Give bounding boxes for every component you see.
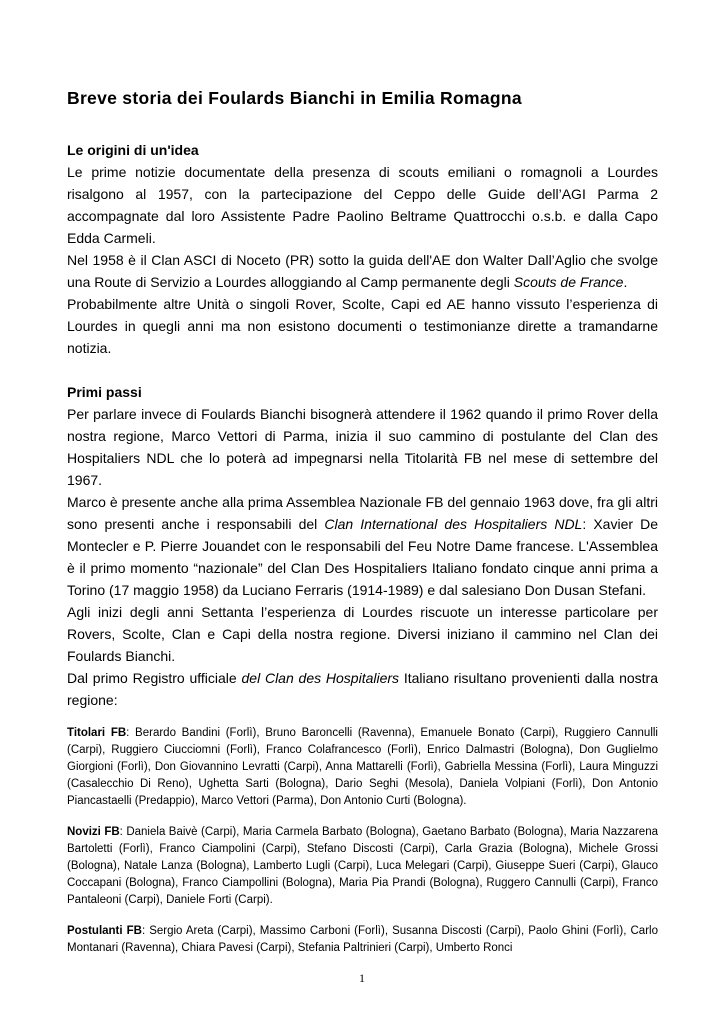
text-run: Per parlare invece di Foulards Bianchi bisognerà attendere il 1962 quando il primo Rover della nostra regione, Marco Vettori di Parma, inizia il suo cammino di postulante del Clan des Hospitaliers NDL che lo poterà ad impegnarsi nella Titolarità FB nel mese di settembre del 1967. <box>67 406 658 488</box>
bold-text-run: Titolari FB <box>67 727 127 739</box>
document-body <box>67 139 658 957</box>
bold-text-run: Postulanti FB <box>67 925 142 937</box>
text-run: : Xavier De Montecler e P. Pierre Jouandet con le responsabili del Feu Notre Dame francese. L'Assemblea è il primo momento “nazionale” del Clan Des Hospitaliers Italiano fondato cinque anni prima a Torino (17 maggio 1958) da Luciano Ferraris (1914-1989) e dal salesiano Don Dusan Stefani. <box>67 516 659 598</box>
italic-text-run: Clan International des Hospitaliers NDL <box>324 516 583 532</box>
paragraph <box>67 293 658 359</box>
name-list-paragraph <box>67 824 658 909</box>
paragraph <box>67 161 658 249</box>
text-run: Nel 1958 è il Clan ASCI di Noceto (PR) sotto la guida dell'AE don Walter Dall’Aglio che svolge una Route di Servizio a Lourdes alloggiando al Camp permanente degli <box>67 252 658 290</box>
italic-text-run: Scouts de France <box>513 274 624 290</box>
paragraph <box>67 249 658 293</box>
text-run: Marco è presente anche alla prima Assemblea Nazionale FB del gennaio 1963 dove, fra gli altri sono presenti anche i responsabili del <box>67 494 658 532</box>
paragraph <box>67 667 658 711</box>
page-number: 1 <box>359 971 365 985</box>
section-heading: Primi passi <box>67 384 142 400</box>
paragraph <box>67 491 658 601</box>
bold-text-run: Novizi FB <box>67 826 120 838</box>
paragraph <box>67 403 658 491</box>
document-title: Breve storia dei Foulards Bianchi in Emilia Romagna <box>67 88 522 108</box>
text-run: Probabilmente altre Unità o singoli Rover, Scolte, Capi ed AE hanno vissuto l’esperienza di Lourdes in quegli anni ma non esistono documenti o testimonianze dirette a tramandarne notizia. <box>67 296 658 356</box>
text-run: : Sergio Areta (Carpi), Massimo Carboni (Forlì), Susanna Discosti (Carpi), Paolo Ghini (Forlì), Carlo Montanari (Ravenna), Chiara Pavesi (Carpi), Stefania Paltrinieri (Carpi), Umberto Ronci <box>67 925 658 954</box>
text-run: Dal primo Registro ufficiale <box>67 670 242 686</box>
italic-text-run: del Clan des Hospitaliers <box>241 670 400 686</box>
text-run: . <box>623 274 628 290</box>
text-run: Agli inizi degli anni Settanta l’esperienza di Lourdes riscuote un interesse particolare per Rovers, Scolte, Clan e Capi della nostra regione. Diversi iniziano il cammino nel Clan dei Foulards Bianchi. <box>67 604 658 664</box>
text-run: Italiano risultano provenienti dalla nostra regione: <box>67 670 659 708</box>
section-heading: Le origini di un'idea <box>67 142 199 158</box>
name-list-paragraph <box>67 725 658 810</box>
text-run: Le prime notizie documentate della presenza di scouts emiliani o romagnoli a Lourdes risalgono al 1957, con la partecipazione del Ceppo delle Guide dell’AGI Parma 2 accompagnate dal loro Assistente Padre Paolino Beltrame Quattrocchi o.s.b. e dalla Capo Edda Carmeli. <box>67 164 658 246</box>
text-run: : Daniela Baivè (Carpi), Maria Carmela Barbato (Bologna), Gaetano Barbato (Bologna), Maria Nazzarena Bartoletti (Forlì), Franco Ciampolini (Carpi), Stefano Discosti (Carpi), Carla Grazia (Bologna), Michele Grossi (Bologna), Natale Lanza (Bologna), Lamberto Lugli (Carpi), Luca Melegari (Carpi), Giuseppe Sueri (Carpi), Glauco Coccapani (Bologna), Franco Ciampollini (Bologna), Maria Pia Prandi (Bologna), Ruggero Cannulli (Carpi), Franco Pantaleoni (Carpi), Daniele Forti (Carpi). <box>67 826 658 906</box>
paragraph <box>67 601 658 667</box>
text-run: : Berardo Bandini (Forlì), Bruno Baroncelli (Ravenna), Emanuele Bonato (Carpi), Ruggiero Cannulli (Carpi), Ruggiero Ciucciomni (Forlì), Franco Colafrancesco (Forlì), Enrico Dalmastri (Bologna), Don Guglielmo Giorgioni (Forlì), Don Giovannino Levratti (Carpi), Anna Mattarelli (Forlì), Gabriella Messina (Forlì), Laura Minguzzi (Casalecchio Di Reno), Ughetta Sarti (Bologna), Dario Seghi (Mesola), Daniela Volpiani (Forlì), Don Antonio Piancastaelli (Predappio), Marco Vettori (Parma), Don Antonio Curti (Bologna). <box>67 727 658 807</box>
name-list-paragraph <box>67 923 658 957</box>
